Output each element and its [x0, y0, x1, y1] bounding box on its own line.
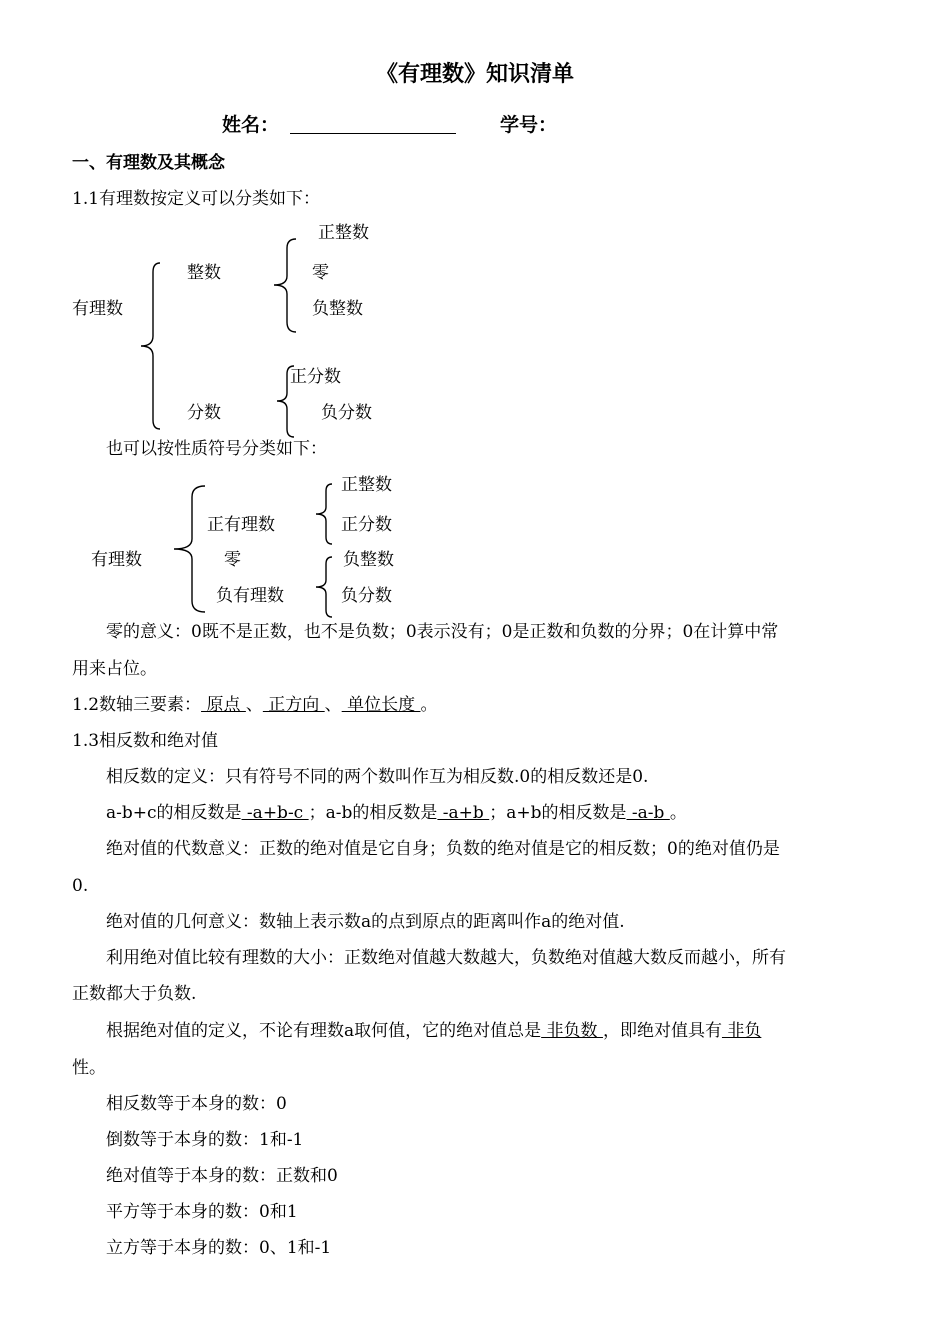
s12-sep2: 、: [324, 695, 342, 715]
tree1-root: 有理数: [72, 299, 123, 319]
tree1-pos-int: 正整数: [318, 223, 369, 243]
section-heading: 一、有理数及其概念: [72, 153, 225, 173]
s12-origin: 原点: [201, 695, 246, 715]
s11-also: 也可以按性质符号分类如下：: [106, 439, 327, 459]
tree1-main-brace: [135, 262, 165, 430]
special-opposite: 相反数等于本身的数：0: [106, 1094, 287, 1114]
ex-c-text: ；a+b的相反数是: [489, 803, 627, 823]
compare-line2: 正数都大于负数.: [72, 984, 197, 1004]
tree2-zero: 零: [224, 550, 241, 570]
tree2-neg-int: 负整数: [343, 550, 394, 570]
tree1-zero: 零: [312, 263, 329, 283]
s12-prefix: 1.2数轴三要素：: [72, 695, 202, 715]
tree2-neg-rat: 负有理数: [216, 586, 284, 606]
tree1-integers: 整数: [187, 263, 221, 283]
ex-b-answer: -a+b: [437, 803, 490, 823]
s13-heading: 1.3相反数和绝对值: [72, 731, 219, 751]
tree2-pos-frac: 正分数: [341, 515, 392, 535]
tree2-root: 有理数: [91, 550, 142, 570]
compare-line1: 利用绝对值比较有理数的大小：正数绝对值越大数越大，负数绝对值越大数反而越小，所有: [106, 948, 786, 968]
tree2-main-brace: [170, 485, 210, 613]
name-blank[interactable]: [290, 115, 456, 134]
abs-geometric: 绝对值的几何意义：数轴上表示数a的点到原点的距离叫作a的绝对值.: [106, 912, 625, 932]
nonnegative-statement: [106, 1020, 761, 1042]
special-reciprocal: 倒数等于本身的数：1和-1: [106, 1130, 304, 1150]
opposite-definition: 相反数的定义：只有符号不同的两个数叫作互为相反数.0的相反数还是0.: [106, 767, 649, 787]
nonneg-answer-1: 非负数: [541, 1021, 603, 1041]
name-label: 姓名：: [222, 114, 280, 136]
abs-algebraic-line1: 绝对值的代数意义：正数的绝对值是它自身；负数的绝对值是它的相反数；0的绝对值仍是: [106, 839, 780, 859]
tree1-neg-int: 负整数: [312, 299, 363, 319]
zero-meaning-line1: 零的意义：0既不是正数，也不是负数；0表示没有；0是正数和负数的分界；0在计算中常: [106, 622, 779, 642]
ex-b-text: ；a-b的相反数是: [308, 803, 438, 823]
tree1-int-brace: [268, 238, 298, 334]
s12-end: 。: [420, 695, 438, 715]
page-title: 《有理数》知识清单: [375, 62, 574, 87]
nonneg-answer-2: 非负: [721, 1021, 762, 1041]
tree2-pos-int: 正整数: [341, 475, 392, 495]
s12-unit-length: 单位长度: [341, 695, 421, 715]
number-line-elements: [72, 694, 437, 716]
nonneg-text-b: ，即绝对值具有: [602, 1021, 722, 1041]
tree1-neg-frac: 负分数: [321, 403, 372, 423]
zero-meaning-line2: 用来占位。: [72, 659, 157, 679]
tree2-pos-rat: 正有理数: [207, 515, 275, 535]
ex-c-answer: -a-b: [626, 803, 670, 823]
s12-sep1: 、: [245, 695, 263, 715]
tree2-pos-brace: [312, 483, 338, 545]
ex-end: 。: [669, 803, 687, 823]
ex-a-answer: -a+b-c: [241, 803, 309, 823]
abs-algebraic-line2: 0.: [72, 876, 89, 896]
nonneg-text-a: 根据绝对值的定义，不论有理数a取何值，它的绝对值总是: [106, 1021, 542, 1041]
s12-direction: 正方向: [262, 695, 325, 715]
s11-intro: 1.1有理数按定义可以分类如下：: [72, 189, 321, 209]
tree2-neg-frac: 负分数: [341, 586, 392, 606]
special-square: 平方等于本身的数：0和1: [106, 1202, 298, 1222]
tree1-fractions: 分数: [187, 403, 221, 423]
ex-a-text: a-b+c的相反数是: [106, 803, 242, 823]
special-absolute: 绝对值等于本身的数：正数和0: [106, 1166, 338, 1186]
special-cube: 立方等于本身的数：0、1和-1: [106, 1238, 332, 1258]
nonnegative-end: 性。: [72, 1058, 106, 1078]
opposite-examples: [106, 802, 687, 824]
tree1-pos-frac: 正分数: [290, 367, 341, 387]
id-label: 学号：: [500, 114, 558, 136]
tree2-neg-brace: [312, 556, 338, 618]
